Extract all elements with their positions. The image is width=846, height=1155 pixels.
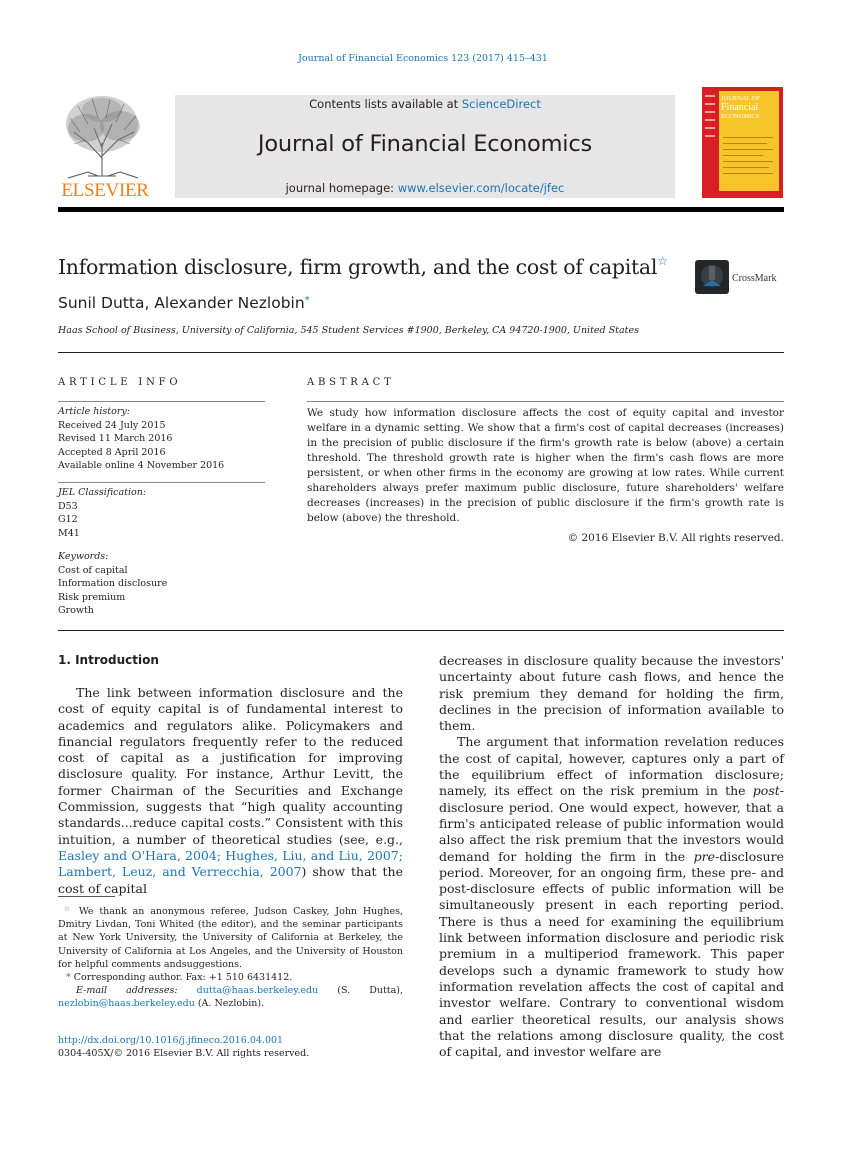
issn-copyright: 0304-405X/© 2016 Elsevier B.V. All rights reserved. bbox=[58, 1048, 310, 1059]
intro-right-column bbox=[439, 653, 784, 1060]
abstract-rule bbox=[307, 401, 784, 402]
homepage-link[interactable]: www.elsevier.com/locate/jfec bbox=[397, 181, 565, 195]
keyword: Growth bbox=[58, 605, 94, 616]
affiliation: Haas School of Business, University of California, 545 Student Services #1900, Berkeley, CA 94720-1900, United States bbox=[58, 325, 639, 336]
authors: Sunil Dutta, Alexander Nezlobin* bbox=[58, 294, 310, 312]
history-item: Revised 11 March 2016 bbox=[58, 433, 173, 444]
footnote-rule bbox=[58, 896, 115, 897]
history-item: Available online 4 November 2016 bbox=[58, 460, 225, 471]
cover-text-line bbox=[723, 137, 773, 138]
article-info-rule bbox=[58, 401, 265, 402]
cover-text-line bbox=[723, 161, 773, 162]
intro-paragraph-2: The argument that information revelation reduces the cost of capital, however, captures only a part of the equilibrium effect of information disclosure; namely, its effect on the risk premium in the post-disclosure period. One would expect, however, that a firm's anticipated release of public information would also affect the risk premium that the investors would demand for holding the firm in the pre-disclosure period. Moreover, for an ongoing firm, these pre- and post-disclosure effects of public information will be simultaneously present in each reporting period. There is thus a need for examining the equilibrium link between information disclosure and periodic risk premium in a multiperiod framework. This paper develops such a dynamic framework to study how information revelation affects the cost of capital and investor welfare. Contrary to conventional wisdom and earlier theoretical results, our analysis shows that the relations among disclosure quality, the cost of capital, and investor welfare are bbox=[439, 734, 784, 1060]
journal-title: Journal of Financial Economics bbox=[257, 131, 593, 157]
keywords: Keywords: Cost of capital Information disclosure Risk premium Growth bbox=[58, 550, 265, 618]
corresponding-author-mark[interactable]: * bbox=[304, 295, 310, 306]
citation-link[interactable]: Easley and O'Hara, 2004; Hughes, Liu, and Liu, 2007; Lambert, Leuz, and Verrecchia, 2007 bbox=[58, 847, 403, 880]
abstract-copyright: © 2016 Elsevier B.V. All rights reserved. bbox=[567, 532, 784, 544]
jel-code: M41 bbox=[58, 527, 80, 539]
keyword: Cost of capital bbox=[58, 564, 128, 576]
cover-title: JOURNAL OF Financial ECONOMICS bbox=[721, 95, 761, 120]
keyword: Information disclosure bbox=[58, 578, 168, 589]
keyword: Risk premium bbox=[58, 591, 126, 603]
section-heading-introduction: 1. Introduction bbox=[58, 653, 159, 667]
cover-text-line bbox=[723, 149, 773, 150]
crossmark-label[interactable]: CrossMark bbox=[732, 273, 777, 284]
cover-text-line bbox=[723, 155, 763, 156]
sciencedirect-link[interactable]: ScienceDirect bbox=[461, 97, 541, 111]
history-item: Accepted 8 April 2016 bbox=[58, 446, 166, 458]
front-matter-rule bbox=[58, 630, 784, 631]
cover-panel bbox=[719, 91, 779, 191]
abstract-text: We study how information disclosure affects the cost of equity capital and investor welfare in a dynamic setting. We show that a firm's cost of capital decreases (increases) in the precision of public disclosure if the firm's growth rate is below (above) a certain threshold. The threshold growth rate is higher when the firm's cash flows are more persistent, or when other firms in the economy are growing at low rates. While current shareholders always prefer maximum public disclosure, future shareholders' welfare decreases (increases) in the precision of public disclosure if the firm's growth rate is below (above) the threshold. bbox=[307, 407, 784, 524]
title-footnote-mark[interactable]: ☆ bbox=[657, 254, 668, 268]
cover-spine bbox=[705, 95, 715, 185]
history-item: Received 24 July 2015 bbox=[58, 419, 166, 431]
doi-link[interactable]: http://dx.doi.org/10.1016/j.jfineco.2016.04.001 bbox=[58, 1035, 284, 1046]
footnote-acknowledgement: ☆ We thank an anonymous referee, Judson Caskey, John Hughes, Dmitry Livdan, Toni Whited (the editor), and the seminar participants at New York University, the University of California at Berkeley, the University of California at Los Angeles, and the University of Houston for helpful comments andsuggestions. * Corresponding author. Fax: +1 510 6431412. E-mail addresses: dutta@haas.berkeley.edu (S. Dutta), nezlobin@haas.berkeley.edu (A. Nezlobin). bbox=[58, 905, 403, 1010]
jel-classification: JEL Classification: D53 G12 M41 bbox=[58, 486, 265, 540]
homepage-line: journal homepage: www.elsevier.com/locate/jfec bbox=[285, 181, 565, 195]
article-info-heading: ARTICLE INFO bbox=[58, 377, 182, 388]
intro-paragraph-1-continued: decreases in disclosure quality because the investors' uncertainty about future cash flows, and hence the risk premium they demand for holding the firm, declines in the precision of information available to them. bbox=[439, 653, 784, 734]
cover-text-line bbox=[723, 167, 769, 168]
article-title: Information disclosure, firm growth, and the cost of capital☆ bbox=[58, 254, 668, 279]
intro-paragraph-1: The link between information disclosure and the cost of equity capital is of fundamental interest to academics and regulators alike. Policymakers and financial regulators frequently refer to the reduced cost of capital as a justification for improving disclosure quality. For instance, Arthur Levitt, the former Chairman of the Securities and Exchange Commission, suggests that “high quality accounting standards...reduce capital costs.” Consistent with this intuition, a number of theoretical studies (see, e.g., Easley and O'Hara, 2004; Hughes, Liu, and Liu, 2007; Lambert, Leuz, and Verrecchia, 2007) show that the cost of capital bbox=[58, 685, 403, 896]
publisher-name: ELSEVIER bbox=[61, 180, 149, 201]
journal-reference[interactable]: Journal of Financial Economics 123 (2017) 415–431 bbox=[298, 53, 548, 64]
article-info-divider bbox=[58, 482, 265, 483]
contents-line: Contents lists available at ScienceDirect bbox=[309, 97, 541, 111]
header-rule bbox=[58, 207, 784, 212]
jel-code: G12 bbox=[58, 514, 78, 525]
article-history: Article history: Received 24 July 2015 Revised 11 March 2016 Accepted 8 April 2016 Available online 4 November 2016 bbox=[58, 405, 265, 473]
journal-cover-thumbnail[interactable] bbox=[702, 87, 783, 198]
crossmark-icon[interactable] bbox=[695, 260, 729, 294]
email-link-nezlobin[interactable]: nezlobin@haas.berkeley.edu bbox=[58, 998, 195, 1010]
cover-text-line bbox=[723, 143, 767, 144]
title-rule bbox=[58, 352, 784, 353]
email-link-dutta[interactable]: dutta@haas.berkeley.edu bbox=[196, 985, 319, 997]
jel-code: D53 bbox=[58, 500, 78, 512]
abstract-heading: ABSTRACT bbox=[307, 377, 395, 388]
elsevier-logo[interactable] bbox=[58, 88, 152, 203]
cover-text-line bbox=[723, 173, 773, 174]
